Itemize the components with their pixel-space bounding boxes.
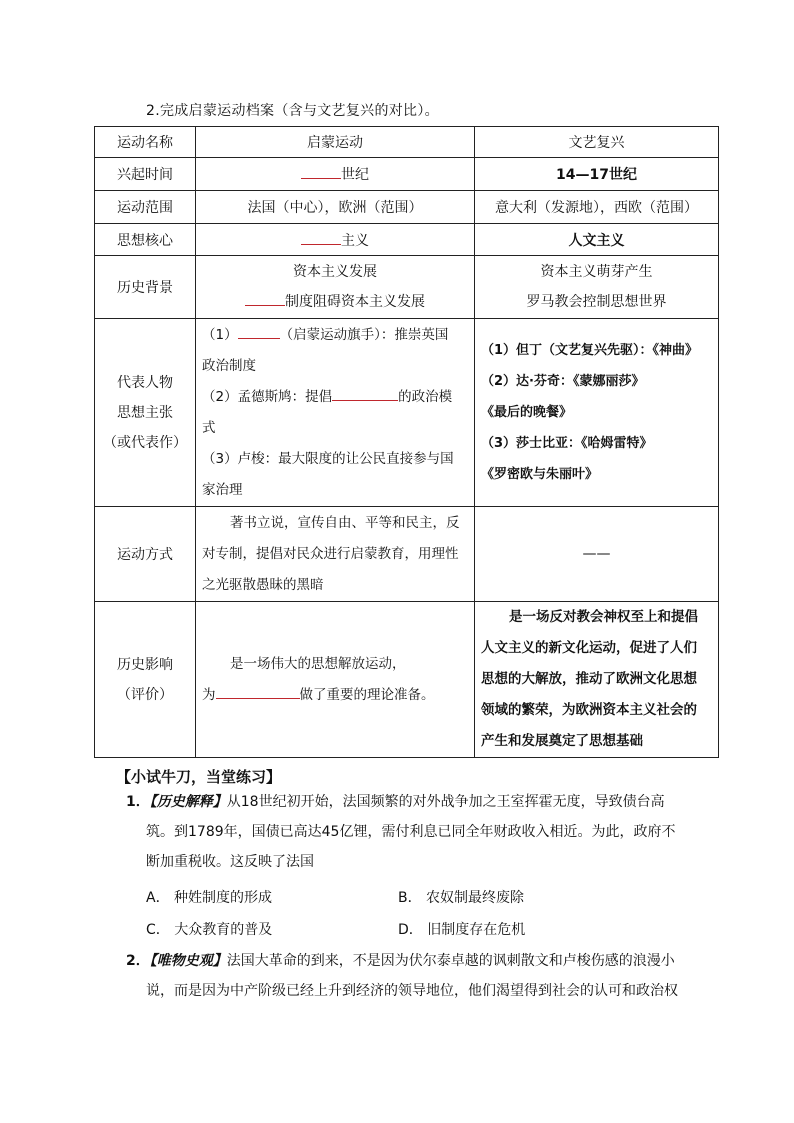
cell-renaissance (475, 602, 719, 758)
cell-line (202, 382, 468, 413)
cell-line: 产生和发展奠定了思想基础 (481, 733, 643, 749)
label-line: 思想主张 (117, 404, 173, 421)
cell-renaissance: 14—17世纪 (475, 158, 719, 191)
header-cell: 启蒙运动 (196, 127, 475, 158)
question-text: 法国大革命的到来，不是因为伏尔泰卓越的讽刺散文和卢梭伤感的浪漫小 (226, 953, 675, 969)
cell-line (202, 287, 468, 317)
cell-line: 是一场反对教会神权至上和提倡 (509, 609, 698, 625)
cell-line: 资本主义发展 (293, 264, 377, 280)
intro-heading: 2.完成启蒙运动档案（含与文艺复兴的对比）。 (146, 103, 439, 119)
cell-line: 领域的繁荣，为欧洲资本主义社会的 (481, 702, 697, 718)
question-2 (126, 946, 686, 1006)
cell-line: 家治理 (202, 481, 243, 498)
cell-line: 《罗密欧与朱丽叶》 (481, 467, 599, 482)
label-line: 代表人物 (117, 374, 173, 391)
question-tag: 【唯物史观】 (149, 953, 227, 969)
table-row-background (95, 256, 719, 319)
cell-line: 式 (202, 419, 216, 436)
cell-text: （1） (202, 326, 238, 343)
row-label (95, 602, 196, 758)
question-line (126, 787, 686, 817)
cell-text: （2）孟德斯鸠：提倡 (202, 388, 333, 405)
question-1 (126, 787, 686, 877)
row-label: 历史背景 (95, 256, 196, 319)
table-row-method (95, 507, 719, 602)
comparison-table (94, 126, 719, 758)
question-line: 筑。到1789年，国债已高达45亿锂，需付利息已同全年财政收入相近。为此，政府不 (146, 824, 676, 840)
cell-enlightenment (196, 319, 475, 507)
cell-renaissance: 人文主义 (475, 224, 719, 256)
question-line: 说，而是因为中产阶级已经上升到经济的领导地位，他们渴望得到社会的认可和政治权 (146, 983, 678, 999)
cell-text: 主义 (341, 232, 369, 249)
row-label: 思想核心 (95, 224, 196, 256)
cell-renaissance (475, 256, 719, 319)
cell-enlightenment: 法国（中心），欧洲（范围） (196, 191, 475, 224)
header-cell: 运动名称 (95, 127, 196, 158)
cell-line: （1）但丁（文艺复兴先驱）：《神曲》 (481, 343, 699, 358)
cell-line: 是一场伟大的思想解放运动， (230, 655, 406, 672)
cell-line: 《最后的晚餐》 (481, 405, 573, 420)
cell-line: （3）莎士比亚：《哈姆雷特》 (481, 436, 653, 451)
cell-enlightenment (196, 256, 475, 319)
option-d[interactable]: D． 旧制度存在危机 (398, 922, 526, 938)
cell-renaissance (475, 319, 719, 507)
question-tag: 【历史解释】 (149, 794, 227, 810)
question-number: 1． (126, 794, 150, 810)
option-b[interactable]: B． 农奴制最终废除 (398, 890, 525, 906)
cell-line: 罗马教会控制思想世界 (526, 294, 667, 310)
row-label: 运动范围 (95, 191, 196, 224)
cell-text: （启蒙运动旗手）：推崇英国 (279, 326, 449, 343)
section-title: 【小试牛刀，当堂练习】 (116, 768, 282, 786)
cell-line: 著书立说，宣传自由、平等和民主，反 (230, 514, 460, 531)
cell-renaissance: —— (475, 507, 719, 602)
cell-line: 对专制，提倡对民众进行启蒙教育，用理性 (202, 545, 459, 562)
fill-blank[interactable] (332, 386, 398, 401)
fill-blank[interactable] (301, 164, 341, 179)
option-c[interactable]: C． 大众教育的普及 (146, 922, 273, 938)
table-header-row (95, 127, 719, 158)
table-row-figures (95, 319, 719, 507)
cell-line (202, 320, 468, 351)
header-cell: 文艺复兴 (475, 127, 719, 158)
cell-renaissance: 意大利（发源地），西欧（范围） (475, 191, 719, 224)
label-line: （评价） (117, 686, 173, 703)
label-line: 历史影响 (117, 656, 173, 673)
cell-line: 政治制度 (202, 357, 256, 374)
table-row-time (95, 158, 719, 191)
option-a[interactable]: A． 种姓制度的形成 (146, 890, 273, 906)
cell-enlightenment (196, 507, 475, 602)
cell-enlightenment (196, 224, 475, 256)
fill-blank[interactable] (238, 324, 280, 339)
question-number: 2． (126, 953, 150, 969)
row-label: 运动方式 (95, 507, 196, 602)
cell-text: 做了重要的理论准备。 (299, 686, 435, 703)
cell-enlightenment (196, 158, 475, 191)
fill-blank[interactable] (301, 230, 341, 245)
cell-line: 思想的大解放，推动了欧洲文化思想 (481, 671, 697, 687)
fill-blank[interactable] (245, 291, 285, 306)
row-label: 兴起时间 (95, 158, 196, 191)
cell-line: （2）达·芬奇：《蒙娜丽莎》 (481, 374, 645, 389)
label-line: （或代表作） (103, 434, 187, 451)
cell-text: 的政治模 (398, 388, 453, 405)
cell-text: 制度阻碍资本主义发展 (285, 294, 425, 310)
cell-text: 世纪 (341, 167, 369, 183)
cell-enlightenment (196, 602, 475, 758)
cell-text: 为 (202, 686, 216, 703)
table-row-scope (95, 191, 719, 224)
cell-line: （3）卢梭：最大限度的让公民直接参与国 (202, 450, 454, 467)
row-label (95, 319, 196, 507)
question-line (126, 946, 686, 976)
fill-blank[interactable] (216, 684, 300, 699)
cell-line: 之光驱散愚昧的黑暗 (202, 576, 324, 593)
cell-line (202, 680, 468, 711)
cell-line: 资本主义萌芽产生 (540, 264, 653, 280)
cell-line: 人文主义的新文化运动，促进了人们 (481, 640, 697, 656)
table-row-core (95, 224, 719, 256)
question-text: 从18世纪初开始，法国频繁的对外战争加之王室挥霍无度，导致债台高 (226, 794, 665, 810)
table-row-impact (95, 602, 719, 758)
question-line: 断加重税收。这反映了法国 (146, 854, 314, 870)
